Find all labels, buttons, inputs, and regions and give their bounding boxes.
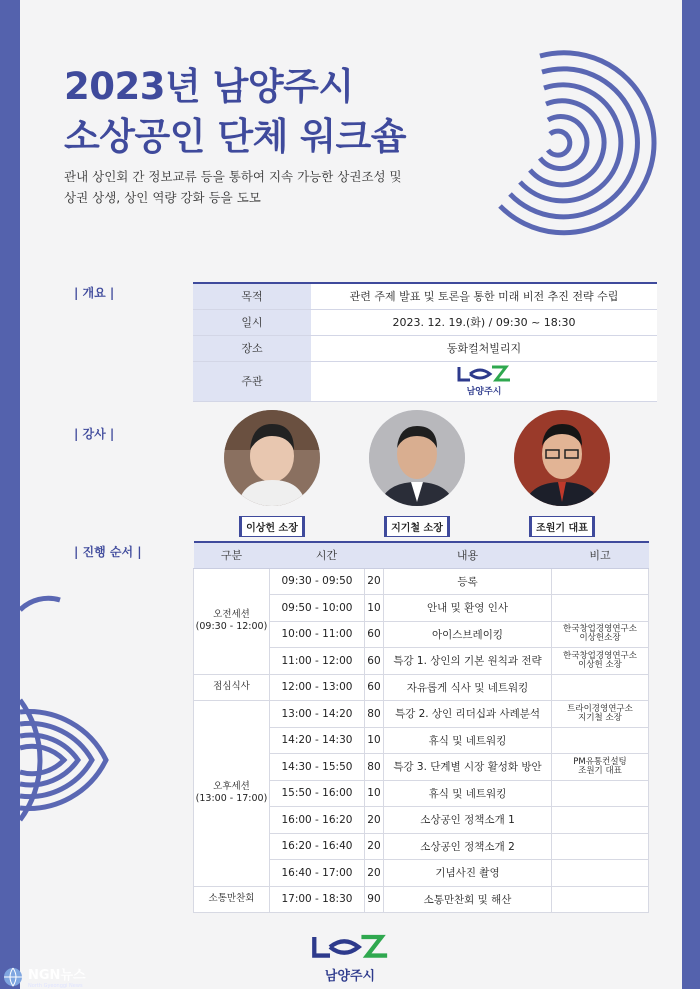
duration-cell: 20 [364, 833, 383, 860]
duration-cell: 60 [364, 648, 383, 675]
time-cell: 16:00 - 16:20 [270, 807, 365, 834]
duration-cell: 10 [364, 780, 383, 807]
note-cell [552, 595, 649, 622]
note-cell [552, 833, 649, 860]
host-logo-text: 남양주시 [466, 387, 502, 397]
subtitle [64, 166, 402, 208]
duration-cell: 90 [364, 886, 383, 913]
speaker-name-1: 이상헌 소장 [239, 516, 305, 537]
speaker-card-3 [512, 410, 612, 537]
content-cell: 소상공인 정책소개 2 [384, 833, 552, 860]
title-line-1: 2023년 남양주시 [64, 65, 354, 108]
speaker-name-3: 조원기 대표 [529, 516, 595, 537]
poster-sheet [20, 0, 682, 989]
schedule-row [194, 701, 649, 728]
content-cell: 특강 2. 상인 리더십과 사례분석 [384, 701, 552, 728]
time-cell: 10:00 - 11:00 [270, 621, 365, 648]
overview-row-place [193, 335, 657, 361]
note-cell: PM유통컨설팅 조원기 대표 [552, 754, 649, 781]
host-value [311, 361, 657, 401]
time-cell: 14:30 - 15:50 [270, 754, 365, 781]
time-cell: 09:30 - 09:50 [270, 568, 365, 595]
content-cell: 휴식 및 네트워킹 [384, 727, 552, 754]
note-cell [552, 780, 649, 807]
host-label: 주관 [193, 361, 311, 401]
overview-table [193, 282, 657, 402]
note-cell [552, 807, 649, 834]
speaker-card-1 [222, 410, 322, 537]
avatar-icon [224, 410, 320, 506]
section-label-schedule: | 진행 순서 | [74, 545, 142, 559]
date-value: 2023. 12. 19.(화) / 09:30 ~ 18:30 [311, 309, 657, 335]
section-label-overview: | 개요 | [74, 286, 115, 300]
avatar-icon [369, 410, 465, 506]
duration-cell: 80 [364, 701, 383, 728]
note-cell: 한국창업경영연구소 이상헌 소장 [552, 648, 649, 675]
decorative-arcs-top [480, 46, 660, 246]
schedule-table [193, 541, 649, 913]
speaker-card-2 [367, 410, 467, 537]
purpose-label: 목적 [193, 283, 311, 309]
overview-row-host [193, 361, 657, 401]
note-cell [552, 886, 649, 913]
watermark-name: NGN뉴스 [28, 968, 86, 983]
time-cell: 12:00 - 13:00 [270, 674, 365, 701]
speaker-photo-2 [369, 410, 465, 506]
speaker-photo-1 [224, 410, 320, 506]
schedule-row [194, 886, 649, 913]
content-cell: 등록 [384, 568, 552, 595]
watermark-sub: North Gyeonggi News [28, 983, 83, 989]
time-cell: 15:50 - 16:00 [270, 780, 365, 807]
time-cell: 11:00 - 12:00 [270, 648, 365, 675]
session-cell-dinner: 소통만찬회 [194, 886, 270, 913]
namyangju-logo-icon [310, 934, 390, 960]
place-value: 동화컬처빌리지 [311, 335, 657, 361]
content-cell: 특강 1. 상인의 기본 원칙과 전략 [384, 648, 552, 675]
speaker-name-2: 지기철 소장 [384, 516, 450, 537]
note-cell [552, 568, 649, 595]
decorative-arcs-left [20, 590, 150, 830]
content-cell: 안내 및 환영 인사 [384, 595, 552, 622]
namyangju-logo-icon [456, 365, 512, 383]
schedule-row [194, 568, 649, 595]
subtitle-line-1: 관내 상인회 간 정보교류 등을 통하여 지속 가능한 상권조성 및 [64, 169, 402, 184]
duration-cell: 20 [364, 568, 383, 595]
footer-logo [310, 934, 390, 984]
session-cell-lunch: 점심식사 [194, 674, 270, 701]
schedule-header-row [194, 542, 649, 568]
note-cell [552, 674, 649, 701]
watermark [2, 964, 86, 989]
note-cell: 한국창업경영연구소 이상헌소장 [552, 621, 649, 648]
purpose-value: 관련 주제 발표 및 토론을 통한 미래 비전 추진 전략 수립 [311, 283, 657, 309]
speaker-photo-3 [514, 410, 610, 506]
namyangju-logo [456, 365, 512, 397]
duration-cell: 80 [364, 754, 383, 781]
title-line-2: 소상공인 단체 워크숍 [64, 115, 406, 158]
col-header-content: 내용 [384, 542, 552, 568]
time-cell: 09:50 - 10:00 [270, 595, 365, 622]
content-cell: 소통만찬회 및 해산 [384, 886, 552, 913]
duration-cell: 60 [364, 621, 383, 648]
time-cell: 16:40 - 17:00 [270, 860, 365, 887]
content-cell: 기념사진 촬영 [384, 860, 552, 887]
place-label: 장소 [193, 335, 311, 361]
content-cell: 특강 3. 단계별 시장 활성화 방안 [384, 754, 552, 781]
duration-cell: 20 [364, 860, 383, 887]
col-header-category: 구분 [194, 542, 270, 568]
content-cell: 소상공인 정책소개 1 [384, 807, 552, 834]
page-title [64, 62, 406, 162]
note-cell: 트라이경영연구소 지기철 소장 [552, 701, 649, 728]
footer-logo-text: 남양주시 [324, 969, 376, 984]
content-cell: 아이스브레이킹 [384, 621, 552, 648]
subtitle-line-2: 상권 상생, 상인 역량 강화 등을 도모 [64, 190, 261, 205]
session-cell-afternoon: 오후세션 (13:00 - 17:00) [194, 701, 270, 887]
note-cell [552, 860, 649, 887]
overview-row-purpose [193, 283, 657, 309]
duration-cell: 10 [364, 727, 383, 754]
session-cell-morning: 오전세션 (09:30 - 12:00) [194, 568, 270, 674]
content-cell: 휴식 및 네트워킹 [384, 780, 552, 807]
overview-row-date [193, 309, 657, 335]
duration-cell: 60 [364, 674, 383, 701]
time-cell: 16:20 - 16:40 [270, 833, 365, 860]
globe-icon [2, 966, 24, 988]
avatar-icon [514, 410, 610, 506]
col-header-note: 비고 [552, 542, 649, 568]
section-label-speakers: | 강사 | [74, 427, 115, 441]
schedule-row [194, 674, 649, 701]
duration-cell: 10 [364, 595, 383, 622]
content-cell: 자유롭게 식사 및 네트워킹 [384, 674, 552, 701]
time-cell: 13:00 - 14:20 [270, 701, 365, 728]
note-cell [552, 727, 649, 754]
col-header-time: 시간 [270, 542, 384, 568]
time-cell: 17:00 - 18:30 [270, 886, 365, 913]
duration-cell: 20 [364, 807, 383, 834]
date-label: 일시 [193, 309, 311, 335]
time-cell: 14:20 - 14:30 [270, 727, 365, 754]
